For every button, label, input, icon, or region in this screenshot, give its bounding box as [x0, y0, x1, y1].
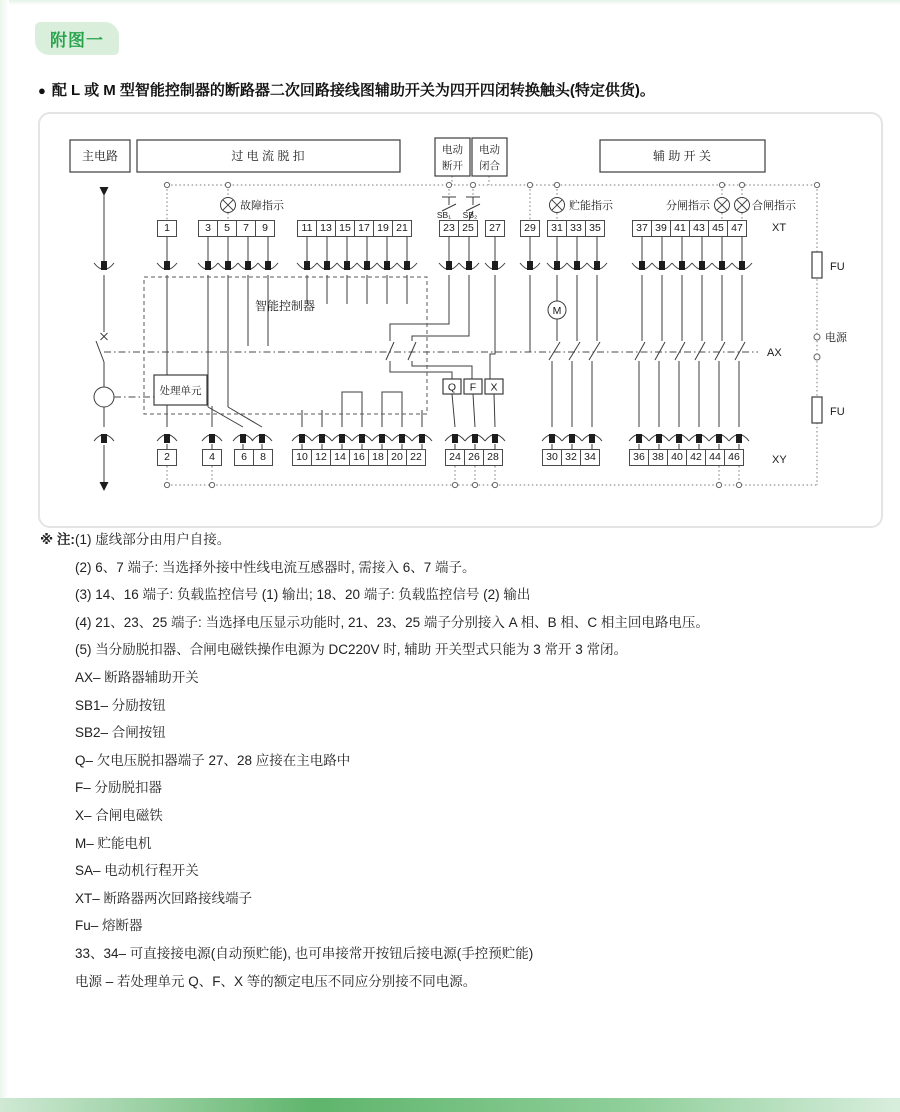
note-text: SA– 电动机行程开关 — [75, 863, 199, 879]
plug-connector-pin — [636, 434, 642, 443]
main-circuit-label: 主电路 — [81, 149, 119, 163]
figure-title — [38, 79, 868, 100]
contact-blade — [549, 342, 560, 360]
plug-connector-pin — [299, 434, 305, 443]
xt-terminal-group-23-25 — [439, 220, 478, 237]
sb1-route — [390, 361, 452, 379]
plug-connector-pin — [696, 434, 702, 443]
main-circuit-line — [94, 187, 154, 491]
xt-terminal-group-31-35 — [547, 220, 605, 237]
release-devices — [443, 379, 503, 394]
note-line — [40, 556, 870, 584]
terminal-cell: 43 — [689, 220, 709, 237]
close-indicator-label: 合闸指示 — [752, 200, 796, 212]
terminal-cell: 27 — [485, 220, 505, 237]
plug-connector-pin — [164, 261, 170, 270]
terminal-cell: 36 — [629, 449, 649, 466]
note-text: Fu– 熔断器 — [75, 918, 143, 934]
electric-open-label-2: 断开 — [442, 160, 463, 172]
fu-top-label: FU — [830, 261, 845, 273]
terminal-cell: 9 — [255, 220, 275, 237]
xy-terminal-group-24-28 — [445, 449, 503, 466]
note-text: (3) 14、16 端子: 负载监控信号 (1) 输出; 18、20 端子: 负载监控信号 (2) 输出 — [75, 587, 531, 603]
plug-connector-pin — [716, 434, 722, 443]
plug-connector-pin — [404, 261, 410, 270]
note-text: X– 合闸电磁铁 — [75, 807, 163, 823]
terminal-cell: 39 — [651, 220, 671, 237]
wire — [473, 394, 475, 427]
terminal-cell: 29 — [520, 220, 540, 237]
xt-terminal-group-29 — [520, 220, 540, 237]
terminal-cell: 34 — [580, 449, 600, 466]
terminal-cell: 7 — [236, 220, 256, 237]
energy-motor-symbol — [548, 301, 566, 319]
plug-connector-pin — [549, 434, 555, 443]
note-text: F– 分励脱扣器 — [75, 780, 163, 796]
plug-connector-pin — [466, 261, 472, 270]
note-text: (4) 21、23、25 端子: 当选择电压显示功能时, 21、23、25 端子分别接入 A 相、B 相、C 相主回电路电压。 — [75, 614, 709, 630]
aux-contact-blade — [715, 342, 725, 360]
terminal-cell: 22 — [406, 449, 426, 466]
controller-label: 智能控制器 — [254, 299, 316, 313]
terminal-cell: 8 — [253, 449, 273, 466]
note-text: (1) 虚线部分由用户自接。 — [75, 532, 231, 547]
note-line — [40, 583, 870, 611]
fault-indicator-label: 故障指示 — [240, 200, 284, 212]
plug-connector-pin — [639, 261, 645, 270]
plug-connector-pin — [259, 434, 265, 443]
page-edge-bottom — [0, 1098, 900, 1112]
plug-connector-pin — [164, 434, 170, 443]
note-line — [40, 914, 870, 942]
plug-connector-pin — [379, 434, 385, 443]
terminal-cell: 16 — [349, 449, 369, 466]
note-text: 33、34– 可直接接电源(自动预贮能), 也可串接常开按钮后接电源(手控预贮能) — [75, 945, 534, 961]
note-line — [40, 694, 870, 722]
note-text: Q– 欠电压脱扣器端子 27、28 应接在主电路中 — [75, 752, 351, 768]
terminal-cell: 20 — [387, 449, 407, 466]
fault-lamp-icon — [221, 198, 236, 213]
header-boxes — [70, 138, 765, 176]
terminal-cell: 32 — [561, 449, 581, 466]
terminal-cell: 19 — [373, 220, 393, 237]
plug-connector-pin — [679, 261, 685, 270]
plug-connector-pin — [452, 434, 458, 443]
plug-connector-pin — [594, 261, 600, 270]
xy-terminal-group-30-34 — [542, 449, 600, 466]
note-text: SB1– 分励按钮 — [75, 697, 166, 713]
terminal-cell: 46 — [724, 449, 744, 466]
electric-close-label-2: 闭合 — [479, 160, 500, 172]
indicator-lamps — [221, 198, 797, 213]
open-lamp-icon — [715, 198, 730, 213]
aux-contact-blade — [655, 342, 665, 360]
terminal-cell: 28 — [483, 449, 503, 466]
plug-connector-pin — [719, 261, 725, 270]
plug-connector-pin — [399, 434, 405, 443]
xy-terminal-group-2 — [157, 449, 177, 466]
plug-connector-pin — [205, 261, 211, 270]
plug-connector-pin — [324, 261, 330, 270]
terminal-cell: 10 — [292, 449, 312, 466]
note-line — [40, 887, 870, 915]
terminal-cell: 26 — [464, 449, 484, 466]
terminal-cell: 45 — [708, 220, 728, 237]
fuse-bottom-symbol — [812, 397, 822, 423]
terminal-cell: 13 — [316, 220, 336, 237]
terminal-cell: 30 — [542, 449, 562, 466]
current-transformer-symbol — [94, 387, 114, 407]
fu-bottom-label: FU — [830, 406, 845, 418]
page-edge-top — [0, 0, 900, 5]
plug-connector-pin — [739, 261, 745, 270]
plug-connector-pin — [419, 434, 425, 443]
close-lamp-icon — [735, 198, 750, 213]
plug-connector-pin — [304, 261, 310, 270]
notes-prefix: ※ 注: — [40, 532, 75, 547]
sb1-label: SB₁ — [436, 210, 452, 220]
overcurrent-release-label: 过 电 流 脱 扣 — [231, 149, 305, 163]
figure-title-text: 配 L 或 M 型智能控制器的断路器二次回路接线图辅助开关为四开四闭转换触头(特定供货)。 — [51, 82, 655, 99]
breaker-contact-symbol — [96, 333, 108, 362]
terminal-cell: 24 — [445, 449, 465, 466]
xt-terminal-group-3-9 — [198, 220, 275, 237]
terminal-cell: 37 — [632, 220, 652, 237]
figure-badge: 附图一 — [35, 22, 119, 55]
plug-connector-pin — [656, 434, 662, 443]
terminal-cell: 15 — [335, 220, 355, 237]
note-text: (2) 6、7 端子: 当选择外接中性线电流互感器时, 需接入 6、7 端子。 — [75, 559, 476, 575]
contact-blade — [408, 342, 416, 360]
aux-contact-blade — [635, 342, 645, 360]
sb2-route — [412, 275, 469, 341]
note-text: (5) 当分励脱扣器、合闸电磁铁操作电源为 DC220V 时, 辅助 开关型式只能为 3 常开 3 常闭。 — [75, 642, 628, 658]
xy-terminal-group-36-46 — [629, 449, 744, 466]
sb2-label: SB₂ — [462, 210, 478, 220]
note-text: SB2– 合闸按钮 — [75, 725, 166, 741]
terminal-cell: 38 — [648, 449, 668, 466]
note-text: M– 贮能电机 — [75, 835, 152, 851]
plug-connector-pin — [101, 261, 107, 270]
terminal-cell: 6 — [234, 449, 254, 466]
aux-switch-label: 辅 助 开 关 — [652, 149, 712, 163]
xy-terminal-group-4 — [202, 449, 222, 466]
xt-terminal-group-11-21 — [297, 220, 412, 237]
terminal-cell: 21 — [392, 220, 412, 237]
plug-connector-pin — [265, 261, 271, 270]
power-label: 电源 — [825, 332, 847, 344]
plug-connector-pin — [384, 261, 390, 270]
plug-connector-pin — [101, 434, 107, 443]
f-label: F — [469, 381, 477, 394]
plug-connector-pin — [472, 434, 478, 443]
plug-connector-pin — [736, 434, 742, 443]
plug-connector-pin — [209, 434, 215, 443]
plug-connector-pin — [659, 261, 665, 270]
note-text: XT– 断路器两次回路接线端子 — [75, 890, 253, 906]
xy-label: XY — [772, 454, 787, 466]
plug-connector-pin — [492, 434, 498, 443]
open-indicator-label: 分闸指示 — [666, 200, 710, 212]
note-line — [40, 832, 870, 860]
wire — [208, 407, 243, 427]
terminal-cell: 12 — [311, 449, 331, 466]
plug-connector-pin — [344, 261, 350, 270]
terminal-cell: 14 — [330, 449, 350, 466]
energy-lamp-icon — [550, 198, 565, 213]
note-line — [40, 859, 870, 887]
notes-section — [40, 528, 870, 997]
wiring-diagram-panel — [38, 112, 883, 528]
xt-terminal-group-37-47 — [632, 220, 747, 237]
plug-connector-pin — [569, 434, 575, 443]
relay-contact — [342, 392, 362, 427]
xt-terminal-group-1 — [157, 220, 177, 237]
aux-contact-blade — [735, 342, 745, 360]
note-line — [40, 666, 870, 694]
terminal-cell: 33 — [566, 220, 586, 237]
plug-connector-pin — [225, 261, 231, 270]
note-text: 电源 – 若处理单元 Q、F、X 等的额定电压不同应分别接不同电源。 — [75, 973, 477, 989]
bullet-icon: ● — [38, 83, 46, 98]
xt-terminal-group-27 — [485, 220, 505, 237]
terminal-cell: 11 — [297, 220, 317, 237]
q-route — [490, 275, 495, 379]
contact-blade — [569, 342, 580, 360]
electric-open-label-1: 电动 — [442, 144, 463, 156]
plug-connector-pin — [364, 261, 370, 270]
plug-connector-pin — [245, 261, 251, 270]
plug-connector-pin — [554, 261, 560, 270]
xy-terminal-group-10-22 — [292, 449, 426, 466]
aux-contact-blade — [675, 342, 685, 360]
plug-connector-pin — [676, 434, 682, 443]
wiring-network — [94, 237, 752, 449]
processing-unit-label: 处理单元 — [159, 385, 202, 397]
terminal-cell: 41 — [670, 220, 690, 237]
plug-connector-pin — [319, 434, 325, 443]
note-line — [40, 776, 870, 804]
terminal-cell: 42 — [686, 449, 706, 466]
q-label: Q — [447, 381, 457, 394]
note-line — [40, 970, 870, 998]
note-line — [40, 611, 870, 639]
terminal-cell: 47 — [727, 220, 747, 237]
xt-label: XT — [772, 222, 787, 234]
xy-terminal-group-6-8 — [234, 449, 273, 466]
plug-connector-pin — [527, 261, 533, 270]
energy-indicator-label: 贮能指示 — [569, 200, 613, 212]
wire — [228, 407, 262, 427]
wire — [452, 394, 455, 427]
terminal-cell: 31 — [547, 220, 567, 237]
terminal-cell: 23 — [439, 220, 459, 237]
electric-close-label-1: 电动 — [479, 144, 500, 156]
note-line — [40, 528, 870, 556]
terminal-cell: 25 — [458, 220, 478, 237]
arrow-down-icon — [100, 482, 109, 491]
relay-contact — [382, 392, 402, 427]
ax-label: AX — [767, 347, 782, 359]
terminal-cell: 1 — [157, 220, 177, 237]
note-line — [40, 749, 870, 777]
plug-connector-pin — [240, 434, 246, 443]
terminal-cell: 40 — [667, 449, 687, 466]
terminal-cell: 5 — [217, 220, 237, 237]
terminal-cell: 17 — [354, 220, 374, 237]
terminal-cell: 2 — [157, 449, 177, 466]
x-label: X — [490, 381, 498, 394]
contact-blade — [386, 342, 394, 360]
terminal-cell: 3 — [198, 220, 218, 237]
plug-connector-pin — [574, 261, 580, 270]
note-text: AX– 断路器辅助开关 — [75, 669, 199, 685]
power-terminals — [814, 334, 820, 360]
note-line — [40, 804, 870, 832]
motor-label: M — [552, 305, 562, 317]
plug-connector-pin — [589, 434, 595, 443]
plug-connector-pin — [359, 434, 365, 443]
terminal-cell: 4 — [202, 449, 222, 466]
pushbutton-sb1-icon — [442, 197, 456, 211]
plug-connector-pin — [492, 261, 498, 270]
note-line — [40, 942, 870, 970]
note-line — [40, 638, 870, 666]
contact-blade — [589, 342, 600, 360]
terminal-cell: 44 — [705, 449, 725, 466]
sb2-route — [412, 361, 472, 379]
plug-connector-pin — [699, 261, 705, 270]
page-edge-left — [0, 0, 9, 1112]
terminal-cell: 35 — [585, 220, 605, 237]
fuse-top-symbol — [812, 252, 822, 278]
sb1-route — [390, 275, 449, 341]
terminal-cell: 18 — [368, 449, 388, 466]
wire — [494, 394, 495, 427]
aux-contact-blade — [695, 342, 705, 360]
plug-connector-pin — [339, 434, 345, 443]
note-line — [40, 721, 870, 749]
plug-connector-pin — [446, 261, 452, 270]
